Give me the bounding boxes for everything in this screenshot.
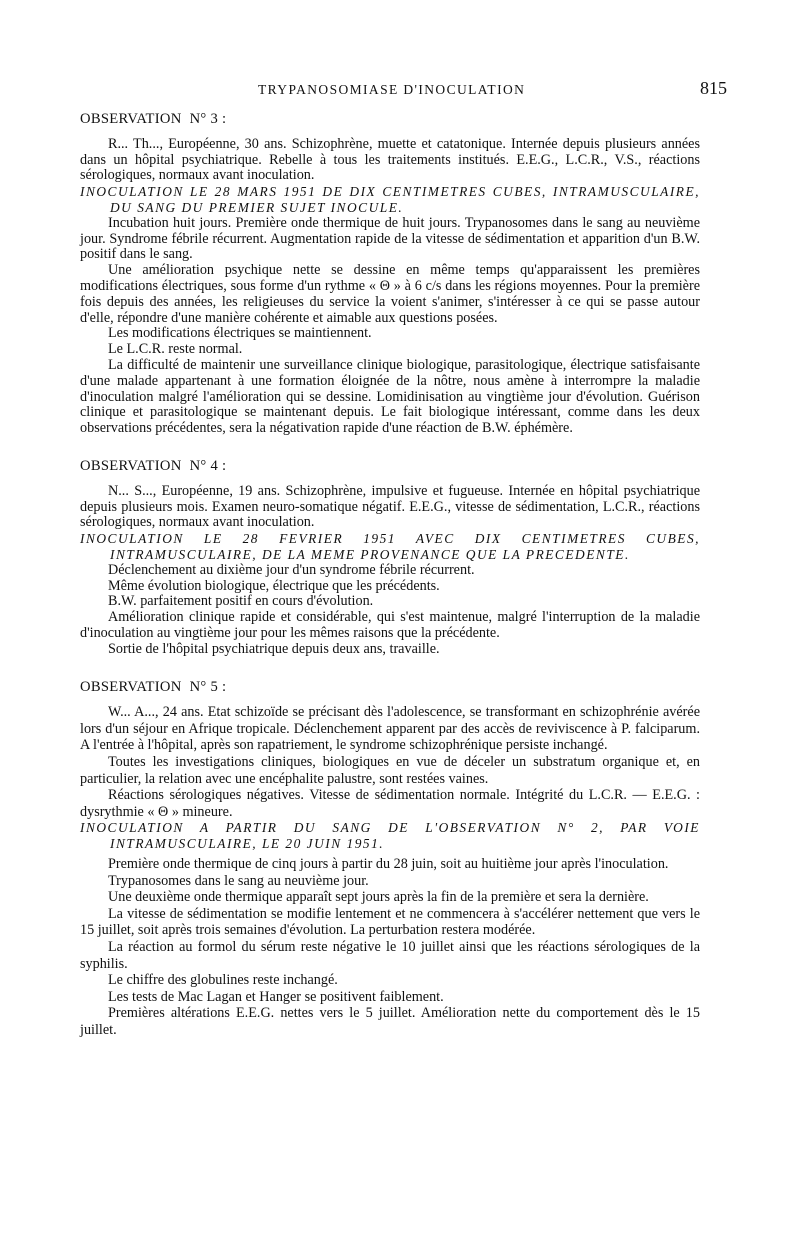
inoculation-heading: INOCULATION A PARTIR DU SANG DE L'OBSERVATION N° 2, PAR VOIE INTRAMUSCULAIRE, LE 20 JUIN 1951. — [80, 820, 700, 852]
paragraph: Les tests de Mac Lagan et Hanger se positivent faiblement. — [108, 988, 444, 1005]
paragraph: Les modifications électriques se maintiennent. — [108, 325, 372, 342]
body-text — [80, 112, 700, 1061]
running-title: TRYPANOSOMIASE D'INOCULATION — [258, 82, 526, 97]
paragraph: La difficulté de maintenir une surveillance clinique biologique, parasitologique, électrique satisfaisante d'une malade appartenant à une formation éloignée de la nôtre, nous amène à interrompre la maladie d'inoculation malgré l'amélioration qui se dessine. Lomidinisation au vingtième jour d'évolution. Guérison clinique et parasitologique se maintenant depuis. Le fait biologique intéressant, comme dans les deux observations précédentes, sera la négativation rapide d'une réaction de B.W. éphémère. — [80, 356, 700, 437]
paragraph: Réactions sérologiques négatives. Vitesse de sédimentation normale. Intégrité du L.C.R. — E.E.G. : dysrythmie « Θ » mineure. — [80, 787, 700, 820]
paragraph: Trypanosomes dans le sang au neuvième jour. — [108, 872, 369, 889]
observation-number: N° 5 : — [189, 678, 227, 695]
inoculation-heading: INOCULATION LE 28 FEVRIER 1951 AVEC DIX CENTIMETRES CUBES, INTRAMUSCULAIRE, DE LA MEME PROVENANCE QUE LA PRECEDENTE. — [80, 531, 700, 562]
observation-label: OBSERVATION — [80, 678, 182, 695]
running-head — [0, 80, 800, 104]
paragraph: Une amélioration psychique nette se dessine en même temps qu'apparaissent les premières modifications électriques, sous forme d'un rythme « Θ » à 6 c/s dans les régions moyennes. Pour la première fois depuis des années, les religieuses du service la voient s'animer, s'intéresser à ce qui se passe autour d'elle, répondre d'une manière cohérente et aimable aux questions posées. — [80, 262, 700, 326]
paragraph: Sortie de l'hôpital psychiatrique depuis deux ans, travaille. — [108, 640, 440, 657]
paragraph: W... A..., 24 ans. Etat schizoïde se précisant dès l'adolescence, se transformant en schizophrénie avérée lors d'un séjour en Afrique tropicale. Déclenchement apparent par des accès de reviviscence à P. falciparum. A l'entrée à l'hôpital, après son rapatriement, le syndrome schizophrénique persiste inchangé. — [80, 704, 700, 754]
paragraph: N... S..., Européenne, 19 ans. Schizophrène, impulsive et fugueuse. Internée en hôpital psychiatrique depuis plusieurs mois. Examen neuro-somatique négatif. E.E.G., vitesse de sédimentation, L.C.R., réactions sérologiques, normaux avant inoculation. — [80, 482, 700, 531]
observation-heading — [80, 112, 700, 128]
paragraph: La vitesse de sédimentation se modifie lentement et ne commencera à s'accélérer nettement que vers le 15 juillet, soit après trois semaines d'évolution. La perturbation restera modérée. — [80, 905, 700, 939]
observation-4 — [80, 459, 700, 658]
paragraph: La réaction au formol du sérum reste négative le 10 juillet ainsi que les réactions sérologiques de la syphilis. — [80, 939, 700, 972]
observation-heading — [80, 680, 700, 696]
paragraph: R... Th..., Européenne, 30 ans. Schizophrène, muette et catatonique. Internée depuis plusieurs années dans un hôpital psychiatrique. Rebelle à tous les traitements institués. E.E.G., L.C.R., V.S., réactions sérologiques, normaux avant inoculation. — [80, 135, 700, 184]
paragraph: Première onde thermique de cinq jours à partir du 28 juin, soit au huitième jour après l'inoculation. — [108, 856, 669, 873]
paragraph: Amélioration clinique rapide et considérable, qui s'est maintenue, malgré l'interruption de la maladie d'inoculation au vingtième jour pour les mêmes raisons que la précédente. — [80, 609, 700, 641]
paragraph: Incubation huit jours. Première onde thermique de huit jours. Trypanosomes dans le sang au neuvième jour. Syndrome fébrile récurrent. Augmentation rapide de la vitesse de sédimentation et apparition d'un B.W. positif dans le sang. — [80, 214, 700, 263]
observation-5 — [80, 680, 700, 1039]
paragraph: Une deuxième onde thermique apparaît sept jours après la fin de la première et sera la dernière. — [108, 889, 649, 906]
paragraph: Le L.C.R. reste normal. — [108, 341, 243, 358]
paragraph: Le chiffre des globulines reste inchangé. — [108, 972, 338, 989]
observation-heading — [80, 459, 700, 475]
page-number: 815 — [700, 78, 727, 98]
observation-label: OBSERVATION — [80, 457, 182, 474]
paragraph: Déclenchement au dixième jour d'un syndrome fébrile récurrent. — [108, 561, 475, 578]
paragraph: Toutes les investigations cliniques, biologiques en vue de déceler un substratum organique et, en particulier, la relation avec une encéphalite palustre, sont restées vaines. — [80, 754, 700, 787]
observation-3 — [80, 112, 700, 437]
observation-label: OBSERVATION — [80, 111, 182, 127]
inoculation-heading: INOCULATION LE 28 MARS 1951 DE DIX CENTIMETRES CUBES, INTRAMUSCULAIRE, DU SANG DU PREMIER SUJET INOCULE. — [80, 184, 700, 215]
observation-number: N° 3 : — [189, 111, 227, 127]
paragraph: B.W. parfaitement positif en cours d'évolution. — [108, 593, 374, 610]
paragraph: Premières altérations E.E.G. nettes vers le 5 juillet. Amélioration nette du comportement dès le 15 juillet. — [80, 1005, 700, 1038]
observation-number: N° 4 : — [189, 457, 227, 474]
paragraph: Même évolution biologique, électrique que les précédents. — [108, 577, 440, 594]
